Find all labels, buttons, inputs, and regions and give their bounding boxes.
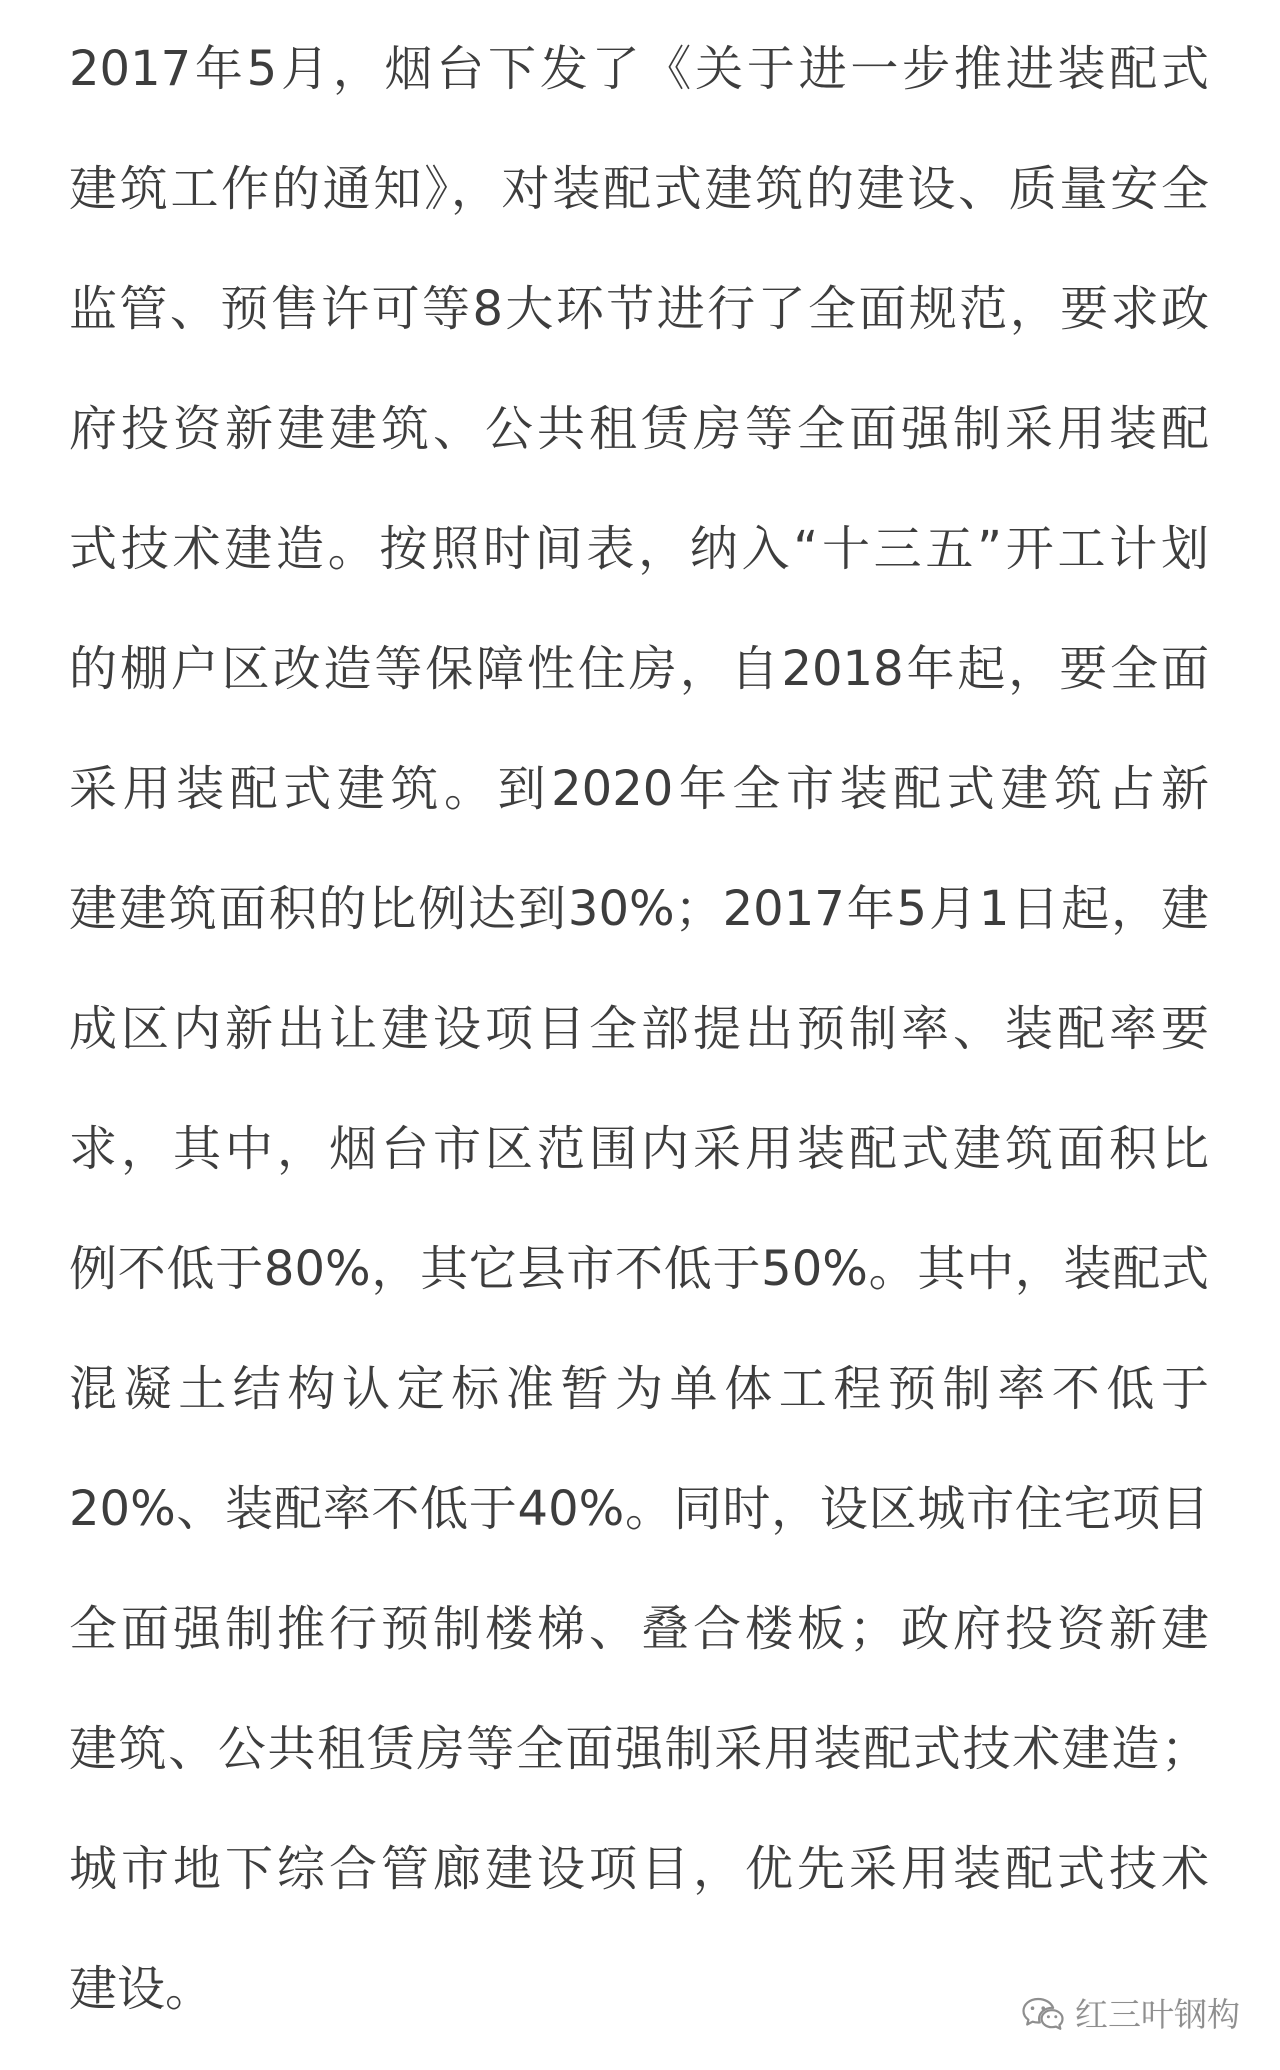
- watermark: [1021, 1992, 1240, 2038]
- text-line: 式技术建造。按照时间表，纳入“十三五”开工计划: [69, 521, 1209, 577]
- text-line: 城市地下综合管廊建设项目，优先采用装配式技术: [69, 1841, 1209, 1897]
- text-line: 混凝土结构认定标准暂为单体工程预制率不低于: [69, 1361, 1209, 1417]
- text-line: 2017年5月，烟台下发了《关于进一步推进装配式: [69, 41, 1209, 97]
- article-body: [69, 9, 1209, 2049]
- wechat-icon: [1021, 1995, 1065, 2035]
- text-line: 建设。: [69, 1961, 214, 2017]
- text-line: 建筑工作的通知》，对装配式建筑的建设、质量安全: [69, 161, 1209, 217]
- text-line: 全面强制推行预制楼梯、叠合楼板；政府投资新建: [69, 1601, 1209, 1657]
- watermark-label: 红三叶钢构: [1075, 1995, 1240, 2034]
- text-line: 成区内新出让建设项目全部提出预制率、装配率要: [69, 1001, 1209, 1057]
- text-line: 的棚户区改造等保障性住房，自2018年起，要全面: [69, 641, 1209, 697]
- text-line: 建筑、公共租赁房等全面强制采用装配式技术建造；: [69, 1721, 1209, 1777]
- text-line: 例不低于80%，其它县市不低于50%。其中，装配式: [69, 1241, 1209, 1297]
- text-line: 府投资新建建筑、公共租赁房等全面强制采用装配: [69, 401, 1209, 457]
- text-line: 建建筑面积的比例达到30%；2017年5月1日起，建: [69, 881, 1209, 937]
- text-line: 20%、装配率不低于40%。同时，设区城市住宅项目: [69, 1481, 1209, 1537]
- text-line: 求，其中，烟台市区范围内采用装配式建筑面积比: [69, 1121, 1209, 1177]
- text-line: 采用装配式建筑。到2020年全市装配式建筑占新: [69, 761, 1209, 817]
- text-line: 监管、预售许可等8大环节进行了全面规范，要求政: [69, 281, 1209, 337]
